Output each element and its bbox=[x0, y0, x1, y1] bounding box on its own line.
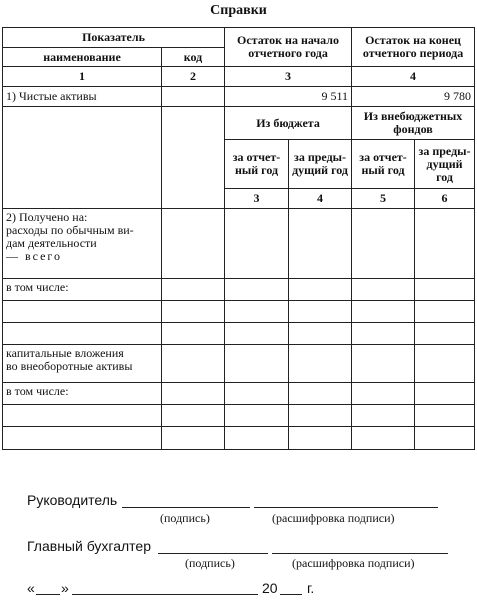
closing-balance-header: Остаток на конец отчетного периода bbox=[352, 28, 475, 67]
indicator-header: Показатель bbox=[3, 28, 225, 48]
budget-current-year-header: за отчет- ный год bbox=[225, 140, 289, 189]
budget-header: Из бюджета bbox=[225, 107, 352, 140]
net-assets-closing: 9 780 bbox=[352, 87, 475, 107]
offbudget-previous-year-header: за преды- дущий год bbox=[415, 140, 475, 189]
column-number: 1 bbox=[3, 67, 162, 87]
head-decoding-line[interactable] bbox=[254, 507, 438, 508]
column-number: 2 bbox=[162, 67, 225, 87]
net-assets-opening: 9 511 bbox=[225, 87, 352, 107]
empty-cell bbox=[3, 107, 162, 209]
opening-balance-header: Остаток на начало отчетного года bbox=[225, 28, 352, 67]
head-label: Руководитель bbox=[27, 492, 118, 508]
offbudget-header: Из внебюджетных фондов bbox=[352, 107, 475, 140]
date-month-line[interactable] bbox=[72, 594, 258, 595]
chief-accountant-decoding-line[interactable] bbox=[272, 553, 448, 554]
empty-cell bbox=[162, 107, 225, 209]
head-signature-line[interactable] bbox=[122, 507, 250, 508]
name-header: наименование bbox=[3, 48, 162, 67]
column-number: 4 bbox=[289, 189, 352, 209]
column-number: 6 bbox=[415, 189, 475, 209]
year-suffix: г. bbox=[307, 580, 315, 596]
received-label: 2) Получено на: расходы по обычным ви- дам деятельности — всего bbox=[3, 209, 162, 279]
date-open-quote: « bbox=[27, 580, 35, 596]
chief-accountant-signature-line[interactable] bbox=[158, 553, 268, 554]
including-label: в том числе: bbox=[3, 383, 162, 405]
chief-accountant-label: Главный бухгалтер bbox=[27, 538, 151, 554]
column-number: 3 bbox=[225, 189, 289, 209]
year-prefix: 20 bbox=[262, 580, 278, 596]
decoding-caption: (расшифровка подписи) bbox=[272, 511, 395, 525]
signature-caption: (подпись) bbox=[160, 511, 210, 525]
date-day-line[interactable] bbox=[36, 594, 60, 595]
including-label: в том числе: bbox=[3, 279, 162, 301]
code-header: код bbox=[162, 48, 225, 67]
net-assets-code bbox=[162, 87, 225, 107]
capital-investments-label: капитальные вложения во внеоборотные активы bbox=[3, 345, 162, 383]
decoding-caption: (расшифровка подписи) bbox=[292, 556, 415, 570]
column-number: 4 bbox=[352, 67, 475, 87]
budget-previous-year-header: за преды- дущий год bbox=[289, 140, 352, 189]
date-year-line[interactable] bbox=[280, 594, 302, 595]
report-table bbox=[2, 27, 475, 450]
signature-caption: (подпись) bbox=[185, 556, 235, 570]
net-assets-label: 1) Чистые активы bbox=[3, 87, 162, 107]
page-title: Справки bbox=[210, 3, 267, 18]
offbudget-current-year-header: за отчет- ный год bbox=[352, 140, 415, 189]
column-number: 5 bbox=[352, 189, 415, 209]
column-number: 3 bbox=[225, 67, 352, 87]
date-close-quote: » bbox=[61, 580, 69, 596]
